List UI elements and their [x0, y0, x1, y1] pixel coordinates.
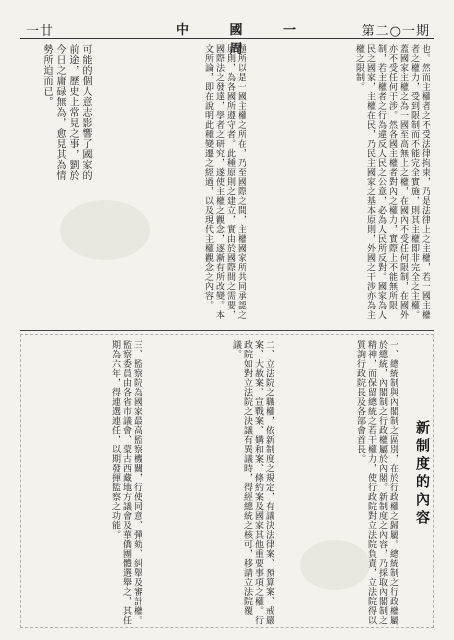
paper-stain [300, 540, 370, 590]
issue-number: 第二○一期 [361, 24, 430, 39]
section-title: 新制度的內容 [414, 420, 430, 528]
article-upper-right: 也。然而主權者之不受法律拘束，乃是法律上之主權，若一國主權者之權力，受到限制而不能完全實施，則其主權即非完全之主權。蓋國家主權之為一國至高無上之權，在國內不受任何限制，在國外亦不受任何干涉。然各國主權者對內之權力，實際上不能無所限制，若主權者之行為違反人民之公意，必為人民所反對。國家為人民之國家，主權在民，乃民主國家之基本原則，外國之干涉亦為主權之限制。 [354, 44, 430, 320]
article-lower-col-1: 一、總統制與內閣制之區別，在於行政權之歸屬。總統制之行政權屬於總統，內閣制之行政權屬於內閣。新制度之內容，乃採取內閣制之精神，而保留總統之若干權力，使行政院對立法院負責，立法院得以質詢行政院長及各部會首長。 [355, 340, 398, 625]
article-upper-middle: 題所以是一國主權之所在，乃至國際之間，主權國家所共同承認之原則，為各國所遵守者。此種原則之建立，實由於國際間之需要，國際法之發達，學者之研究，遂使主權之觀念，逐漸有所改變。本文所論，即在說明此種變遷之經過，以及現代主權觀念之內容。 [203, 44, 246, 320]
article-upper-left: 可能的個人意志影響了國家的前途，歷史上常見之事，劉於今日之庸碌無為，愈見其為情勢所迫而已。 [41, 44, 91, 181]
section-divider [20, 330, 434, 331]
article-lower-col-3: 三、監察院為國家最高監察機關，行使同意、彈劾、糾舉及審計權。監察委員由各省市議會、蒙古西藏地方議會及華僑團體選舉之，其任期為六年，得連選連任，以期發揮監察之功能。 [110, 340, 142, 625]
page-number: 一廿 [26, 24, 55, 39]
publication-title: 中 國 一 周 [175, 23, 315, 57]
article-lower-col-2: 二、立法院之職權，依新制度之規定，有議決法律案、預算案、戒嚴案、大赦案、宣戰案、媾和案、條約案及國家其他重要事項之權。行政院如對立法院之決議有異議時，得經總統之核可，移請立法院覆議。 [231, 340, 274, 625]
page-header [20, 18, 434, 57]
paper-stain [60, 200, 150, 260]
